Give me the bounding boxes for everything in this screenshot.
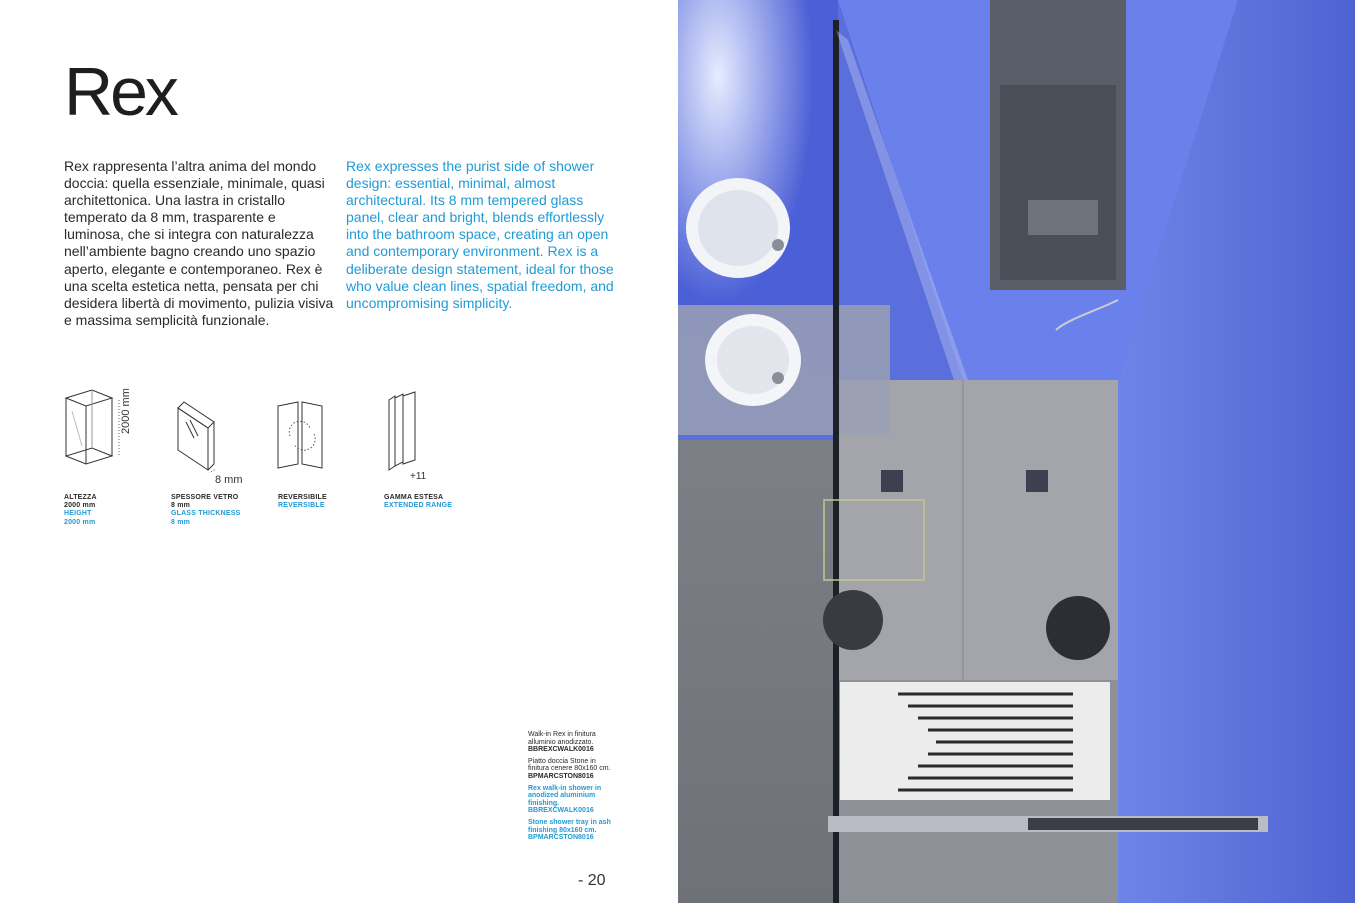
height-value-it: 2000 mm bbox=[64, 502, 96, 510]
glass-value-en: 8 mm bbox=[171, 518, 191, 526]
page-title: Rex bbox=[64, 54, 176, 130]
reversible-label-en: REVERSIBLE bbox=[278, 502, 325, 510]
caption-en-1-text: Rex walk-in shower in anodized aluminium finishing. bbox=[528, 784, 602, 807]
caption-code-2: BPMARCSTON8016 bbox=[528, 772, 594, 780]
caption-en-2 bbox=[528, 819, 618, 842]
reversible-label bbox=[278, 494, 327, 510]
caption-it-2 bbox=[528, 758, 618, 781]
glass-label-en: GLASS THICKNESS bbox=[171, 510, 241, 518]
intro-italian: Rex rappresenta l’altra anima del mondo doccia: quella essenziale, minimale, quasi architettonica. Una lastra in cristallo temperato da 8 mm, trasparente e luminosa, che si integra con naturalezza nell’ambiente bagno creando uno spazio aperto, elegante e contemporaneo. Rex è una scelta estetica netta, pensata per chi desidera libertà di movimento, pulizia visiva e massima semplicità funzionale. bbox=[64, 158, 334, 328]
height-label bbox=[64, 494, 97, 527]
reversible-icon bbox=[274, 398, 330, 470]
glass-value-it: 8 mm bbox=[171, 502, 191, 510]
feature-reversible bbox=[274, 398, 330, 470]
caption-it-1 bbox=[528, 731, 618, 754]
glass-panel-icon bbox=[172, 398, 232, 473]
feature-range bbox=[385, 390, 425, 472]
panel-stack-icon bbox=[385, 390, 425, 472]
caption-en-1 bbox=[528, 785, 618, 815]
page-number: - 20 bbox=[578, 872, 606, 889]
height-label-it: ALTEZZA bbox=[64, 494, 97, 501]
range-count: +11 bbox=[410, 471, 427, 482]
range-label bbox=[384, 494, 452, 510]
feature-glass bbox=[172, 398, 232, 473]
bathroom-photo bbox=[678, 0, 1355, 903]
height-label-en: HEIGHT bbox=[64, 510, 92, 518]
caption-it-1-text: Walk-in Rex in finitura alluminio anodizzato. bbox=[528, 731, 596, 746]
glass-label-it: SPESSORE VETRO bbox=[171, 494, 239, 501]
caption-code-4: BPMARCSTON8016 bbox=[528, 834, 594, 842]
intro-english: Rex expresses the purist side of shower design: essential, minimal, almost architectural. Its 8 mm tempered glass panel, clear and bright, blends effortlessly into the bathroom space, creating an open and contemporary environment. Rex is a deliberate design statement, ideal for those who value clean lines, spatial freedom, and uncompromising simplicity. bbox=[346, 158, 614, 311]
photo-caption bbox=[528, 731, 618, 846]
feature-height bbox=[62, 386, 142, 476]
glass-dimension: 8 mm bbox=[215, 474, 243, 486]
bathroom-illustration bbox=[678, 0, 1355, 903]
reversible-label-it: REVERSIBILE bbox=[278, 494, 327, 501]
caption-code-3: BBREXCWALK0016 bbox=[528, 807, 594, 815]
range-label-it: GAMMA ESTESA bbox=[384, 494, 444, 501]
glass-label bbox=[171, 494, 241, 527]
range-label-en: EXTENDED RANGE bbox=[384, 502, 453, 510]
height-value-en: 2000 mm bbox=[64, 518, 96, 526]
caption-en-2-text: Stone shower tray in ash finishing 80x160 cm. bbox=[528, 818, 611, 834]
caption-code-1: BBREXCWALK0016 bbox=[528, 746, 594, 754]
height-dimension: 2000 mm bbox=[120, 388, 132, 434]
caption-it-2-text: Piatto doccia Stone in finitura cenere 80x160 cm. bbox=[528, 757, 611, 773]
